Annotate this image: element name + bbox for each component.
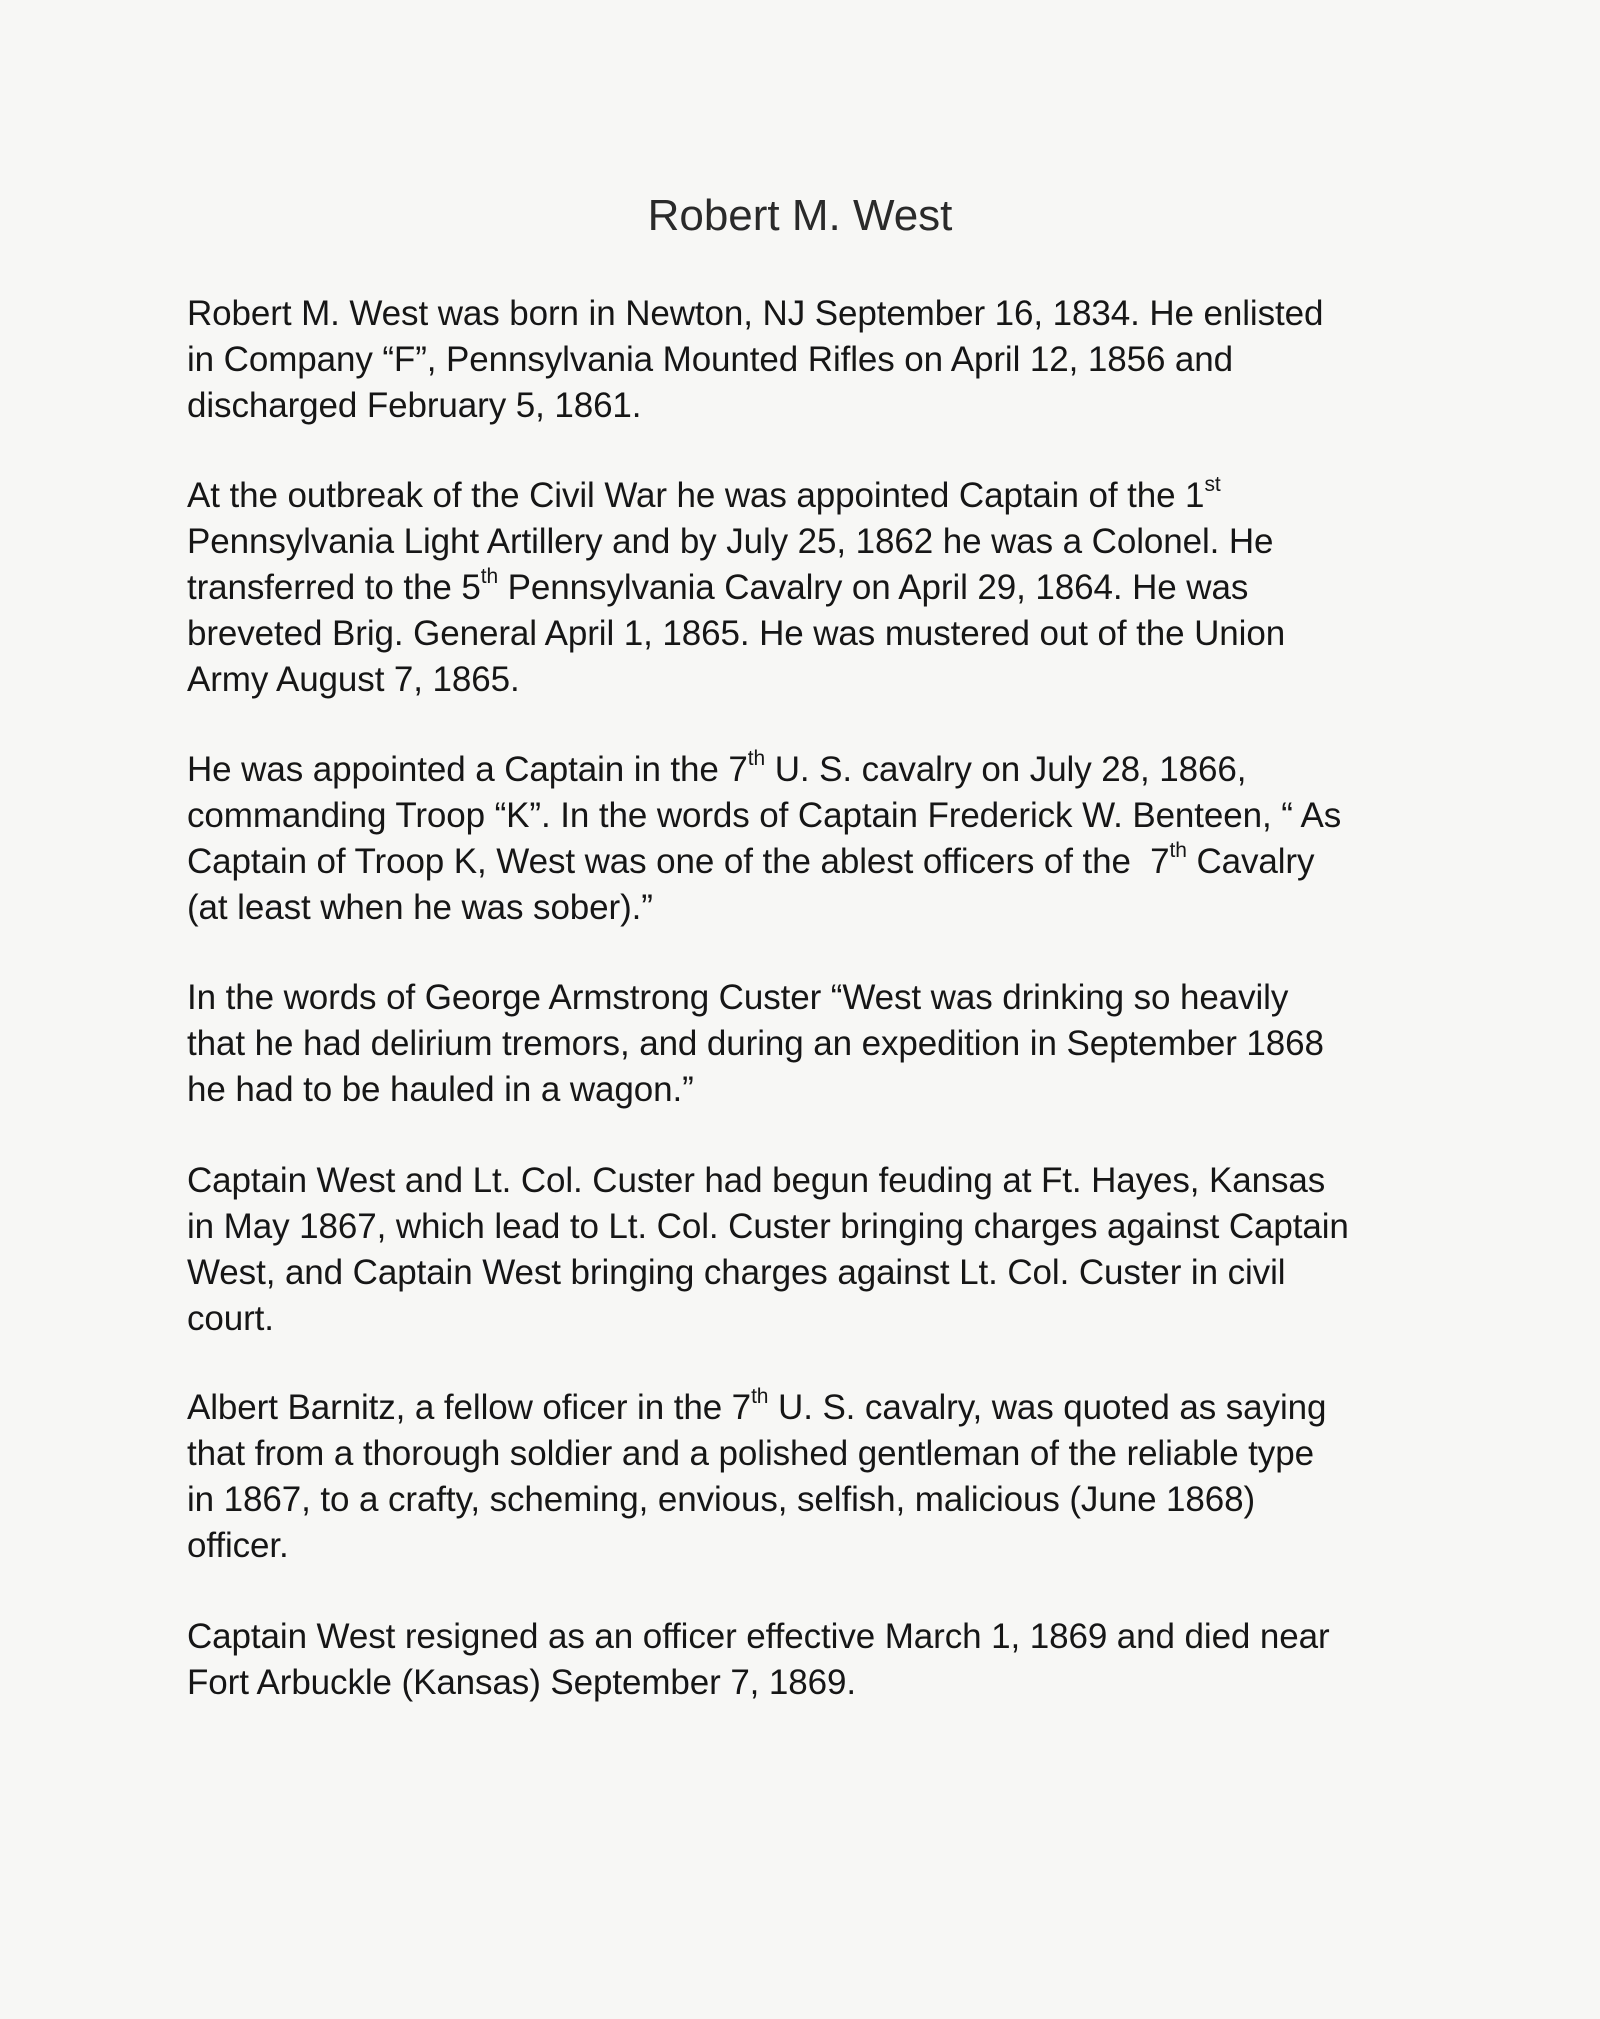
text-line (187, 611, 1487, 657)
text-line (187, 1385, 1487, 1431)
text-run: Captain of Troop K, West was one of the ablest officers of the 7 (187, 842, 1170, 881)
text-run: discharged February 5, 1861. (187, 386, 642, 425)
text-run: West, and Captain West bringing charges against Lt. Col. Custer in civil (187, 1253, 1286, 1292)
text-run: Army August 7, 1865. (187, 660, 520, 699)
text-line (187, 1250, 1487, 1296)
text-line (187, 1067, 1487, 1113)
text-run: Fort Arbuckle (Kansas) September 7, 1869. (187, 1663, 857, 1702)
text-line (187, 519, 1487, 565)
text-line (187, 1660, 1487, 1706)
ordinal-superscript: th (747, 747, 766, 771)
text-run: U. S. cavalry, was quoted as saying (768, 1388, 1327, 1427)
text-run: transferred to the 5 (187, 568, 481, 607)
page-title: Robert M. West (647, 191, 953, 240)
text-line (187, 839, 1487, 885)
text-line (187, 793, 1487, 839)
text-run: officer. (187, 1526, 289, 1565)
text-run: in Company “F”, Pennsylvania Mounted Rifles on April 12, 1856 and (187, 340, 1234, 379)
text-line (187, 1158, 1487, 1204)
text-run: commanding Troop “K”. In the words of Captain Frederick W. Benteen, “ As (187, 796, 1342, 835)
text-run: breveted Brig. General April 1, 1865. He was mustered out of the Union (187, 614, 1286, 653)
text-run: that he had delirium tremors, and during an expedition in September 1868 (187, 1024, 1324, 1063)
paragraph-birth-enlistment (187, 291, 1487, 429)
text-line (187, 975, 1487, 1021)
text-line (187, 1296, 1487, 1342)
ordinal-superscript: th (1169, 839, 1187, 863)
text-run: in May 1867, which lead to Lt. Col. Custer bringing charges against Captain (187, 1207, 1349, 1246)
text-line (187, 657, 1487, 703)
paragraph-resignation-death (187, 1614, 1487, 1706)
text-run: Pennsylvania Cavalry on April 29, 1864. He was (498, 568, 1249, 607)
text-run: Pennsylvania Light Artillery and by July 25, 1862 he was a Colonel. He (187, 522, 1274, 561)
text-run: in 1867, to a crafty, scheming, envious, selfish, malicious (June 1868) (187, 1480, 1256, 1519)
ordinal-superscript: th (480, 565, 499, 589)
text-line (187, 383, 1487, 429)
paragraph-civil-war-service (187, 473, 1487, 703)
text-line (187, 1614, 1487, 1660)
text-line (187, 885, 1487, 931)
paragraph-custer-quote (187, 975, 1487, 1113)
text-run: Captain West resigned as an officer effective March 1, 1869 and died near (187, 1617, 1330, 1656)
text-line (187, 1021, 1487, 1067)
text-line (187, 473, 1487, 519)
text-run: U. S. cavalry on July 28, 1866, (765, 750, 1247, 789)
paragraph-barnitz-quote (187, 1385, 1487, 1569)
text-run: He was appointed a Captain in the 7 (187, 750, 748, 789)
text-line (187, 1204, 1487, 1250)
ordinal-superscript: st (1204, 473, 1221, 497)
text-run: At the outbreak of the Civil War he was appointed Captain of the 1 (187, 476, 1205, 515)
text-run: (at least when he was sober).” (187, 888, 653, 927)
ordinal-superscript: th (751, 1385, 769, 1409)
text-run: Robert M. West was born in Newton, NJ September 16, 1834. He enlisted (187, 294, 1324, 333)
text-line (187, 291, 1487, 337)
text-run: Albert Barnitz, a fellow oficer in the 7 (187, 1388, 752, 1427)
text-run: Captain West and Lt. Col. Custer had begun feuding at Ft. Hayes, Kansas (187, 1161, 1326, 1200)
text-line (187, 337, 1487, 383)
paragraph-feud (187, 1158, 1487, 1342)
text-run: he had to be hauled in a wagon.” (187, 1070, 694, 1109)
text-run: Cavalry (1186, 842, 1315, 881)
paragraph-7th-cavalry-appointment (187, 747, 1487, 931)
text-run: court. (187, 1299, 274, 1338)
text-line (187, 1431, 1487, 1477)
text-line (187, 1477, 1487, 1523)
text-line (187, 565, 1487, 611)
text-run: that from a thorough soldier and a polished gentleman of the reliable type (187, 1434, 1314, 1473)
text-run: In the words of George Armstrong Custer “West was drinking so heavily (187, 978, 1289, 1017)
text-line (187, 1523, 1487, 1569)
text-line (187, 747, 1487, 793)
